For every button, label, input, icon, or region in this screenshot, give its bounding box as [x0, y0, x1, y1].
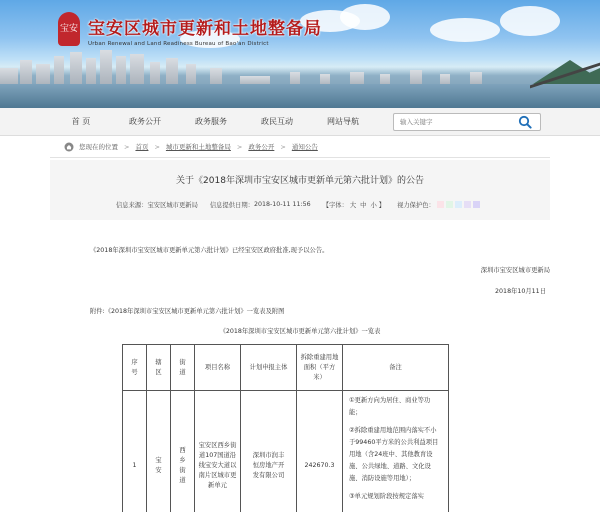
nav-gov-services[interactable]: 政务服务	[195, 117, 227, 126]
date-value: 2018-10-11 11:56	[253, 201, 311, 208]
header-street: 街道	[179, 358, 186, 376]
site-logo[interactable]: 宝安	[58, 12, 80, 46]
river	[0, 84, 600, 108]
cell-project: 宝安区西乡街道107国道沿线宝安大道以南片区城市更新单元	[198, 441, 237, 489]
cell-district: 宝安	[155, 456, 162, 474]
breadcrumb-home[interactable]: 首页	[135, 143, 149, 151]
breadcrumb-bureau[interactable]: 城市更新和土地整备局	[165, 143, 231, 151]
plan-table	[122, 344, 449, 512]
home-icon	[64, 142, 74, 152]
font-size-end: 】	[378, 202, 386, 209]
header-remark: 备注	[343, 345, 449, 391]
signature-date: 2018年10月11日	[495, 288, 546, 295]
site-banner	[0, 0, 600, 108]
search-icon[interactable]	[518, 115, 532, 129]
article-body	[50, 220, 550, 500]
cell-remark	[343, 391, 449, 512]
remark-line: ①更新方向为居住、商业等功能；	[349, 397, 431, 416]
cloud	[500, 6, 560, 36]
article-header	[50, 160, 550, 220]
cell-area: 242670.3	[297, 391, 343, 512]
breadcrumb-gov-affairs[interactable]: 政务公开	[248, 143, 275, 151]
article-title: 关于《2018年深圳市宝安区城市更新单元第六批计划》的公告	[176, 176, 424, 186]
table-row	[123, 391, 449, 512]
announcement-paragraph: 《2018年深圳市宝安区城市更新单元第六批计划》已经宝安区政府批准,现予以公告。	[90, 247, 329, 254]
eye-color-swatch[interactable]	[437, 201, 444, 208]
main-nav	[0, 108, 600, 136]
font-large-button[interactable]: 大	[349, 202, 357, 209]
source-value: 宝安区城市更新局	[147, 202, 198, 209]
table-caption: 《2018年深圳市宝安区城市更新单元第六批计划》一览表	[219, 328, 381, 335]
header-district: 辖区	[155, 358, 162, 376]
cell-applicant: 深圳市润丰恒房地产开发有限公司	[252, 451, 285, 479]
table-header-row	[123, 345, 449, 391]
cell-no: 1	[123, 391, 147, 512]
breadcrumb: 您现在的位置 > 首页 > 城市更新和土地整备局 > 政务公开 > 通知公告	[50, 136, 550, 158]
cloud	[340, 4, 390, 30]
source-label: 信息来源：	[116, 202, 148, 209]
nav-home[interactable]: 首 页	[71, 117, 91, 126]
nav-sitemap[interactable]: 网站导航	[327, 117, 359, 126]
header-applicant: 计划申报主体	[249, 363, 288, 371]
header-area: 拆除重建用地面积（平方米）	[300, 353, 339, 381]
font-medium-button[interactable]: 中	[360, 202, 367, 209]
cell-street: 西乡街道	[179, 446, 186, 484]
article-meta	[116, 200, 480, 209]
site-subtitle: Urban Renewal and Land Readiness Bureau of Bao'an District	[88, 41, 269, 47]
remark-line: ②拆除重建用地范围内落实不小于99460平方米的公共利益项目用地（含24班中、其他教育设施、公共绿地、道路、文化设施、消防设施等用地）；	[349, 427, 439, 482]
eye-color-swatch[interactable]	[473, 201, 480, 208]
attachment-note: 附件:《2018年深圳市宝安区城市更新单元第六批计划》一览表及附图	[90, 308, 285, 315]
eye-color-swatch[interactable]	[455, 201, 462, 208]
eye-color-swatch[interactable]	[464, 201, 471, 208]
nav-interaction[interactable]: 政民互动	[261, 117, 293, 126]
breadcrumb-prefix: 您现在的位置	[79, 143, 118, 151]
signature: 深圳市宝安区城市更新局	[480, 267, 550, 274]
breadcrumb-notices[interactable]: 通知公告	[291, 143, 318, 151]
header-no: 序号	[131, 358, 138, 376]
eye-protect-label: 视力保护色：	[397, 202, 435, 209]
date-label: 信息提供日期：	[209, 202, 254, 209]
font-small-button[interactable]: 小	[370, 202, 377, 209]
remark-line: ③单元规划阶段按规定落实	[349, 493, 424, 500]
nav-gov-affairs[interactable]: 政务公开	[129, 117, 161, 126]
header-project: 项目名称	[195, 345, 241, 391]
eye-color-swatch[interactable]	[446, 201, 453, 208]
site-title: 宝安区城市更新和土地整备局	[88, 19, 322, 39]
font-size-label: 【字体：	[322, 202, 348, 209]
